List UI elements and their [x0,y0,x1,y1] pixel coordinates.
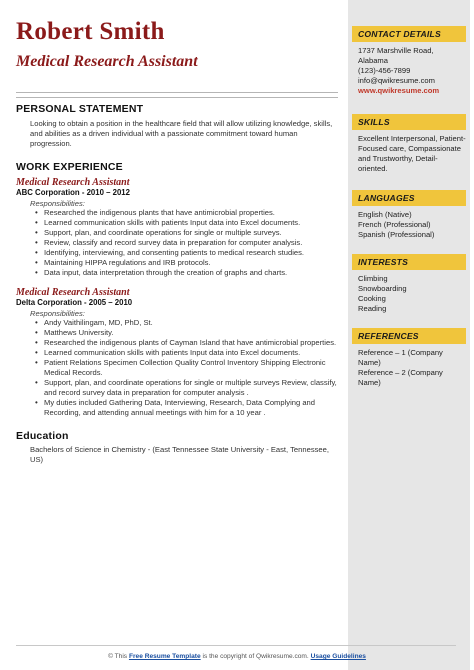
footer-text: is the copyright of Qwikresume.com. [200,653,311,660]
usage-guidelines-link[interactable]: Usage Guidelines [310,653,366,660]
responsibilities-label: Responsibilities: [30,309,85,318]
languages-heading: LANGUAGES [352,190,466,206]
list-item: • Learned communication skills with patients Input data into Excel documents. [44,218,338,228]
responsibilities-list [16,208,338,278]
list-item: English (Native) [358,210,412,219]
personal-statement-text: Looking to obtain a position in the healthcare field that will allow utilizing knowledge, skills, and abilities as a driven individual with a passionate commitment toward human progression. [30,119,333,148]
footer [0,653,474,660]
job-entry [16,287,338,418]
list-item: • Maintaining HIPPA regulations and IRB protocols. [44,258,338,268]
header-divider-2 [16,97,338,98]
job-company: ABC Corporation - 2010 – 2012 [16,188,130,197]
responsibilities-list [16,318,338,418]
skills-heading: SKILLS [352,114,466,130]
address-line: Alabama [358,56,388,65]
list-item: Cooking [358,294,386,303]
list-item: • Researched the indigenous plants of Cayman Island that have antimicrobial properties. [44,338,338,348]
list-item: • Researched the indigenous plants that have antimicrobial properties. [44,208,338,218]
list-item: Climbing [358,274,388,283]
list-item: • Andy Vaithilingam, MD, PhD, St. [44,318,338,328]
job-title: Medical Research Assistant [16,287,130,298]
header-divider [16,92,338,93]
list-item: • Learned communication skills with patients Input data into Excel documents. [44,348,338,358]
list-item: • Data input, data interpretation through the creation of graphs and charts. [44,268,338,278]
list-item: • My duties included Gathering Data, Interviewing, Research, Data Complying and Recording, and attending annual meetings with him for a 10 year . [44,398,338,418]
contact-details [358,46,466,96]
email-address[interactable]: info@qwikresume.com [358,76,435,85]
sidebar [348,0,470,670]
address-line: 1737 Marshville Road, [358,46,434,55]
education-heading: Education [16,430,69,442]
personal-statement-heading: PERSONAL STATEMENT [16,103,144,115]
footer-divider [16,645,456,646]
references-heading: REFERENCES [352,328,466,344]
candidate-title: Medical Research Assistant [16,53,198,70]
list-item: Reference – 2 (Company Name) [358,368,443,387]
responsibilities-label: Responsibilities: [30,199,85,208]
website-link[interactable]: www.qwikresume.com [358,86,440,95]
list-item: • Matthews University. [44,328,338,338]
education-text: Bachelors of Science in Chemistry - (East Tennessee State University - East, Tennessee, US) [30,445,329,464]
job-company: Delta Corporation - 2005 – 2010 [16,298,133,307]
list-item: • Identifying, interviewing, and consenting patients to medical research studies. [44,248,338,258]
job-title: Medical Research Assistant [16,177,130,188]
skills-text: Excellent Interpersonal, Patient-Focused care, Compassionate and Trustworthy, Detail-oriented. [358,134,466,173]
list-item: • Patient Relations Specimen Collection Quality Control Inventory Shipping Electronic Medical Records. [44,358,338,378]
list-item: Snowboarding [358,284,407,293]
interests-heading: INTERESTS [352,254,466,270]
list-item: • Support, plan, and coordinate operations for single or multiple surveys. [44,228,338,238]
phone-number: (123)-456-7899 [358,66,411,75]
list-item: • Support, plan, and coordinate operations for single or multiple surveys Review, classify, and record survey data in preparation for computer analysis . [44,378,338,398]
references-list [358,348,466,388]
list-item: Spanish (Professional) [358,230,435,239]
free-template-link[interactable]: Free Resume Template [128,653,201,660]
footer-text: © This [108,653,129,660]
interests-list [358,274,466,314]
contact-heading: CONTACT DETAILS [352,26,466,42]
job-entry [16,177,338,278]
candidate-name: Robert Smith [16,18,165,45]
languages-list [358,210,466,240]
list-item: Reference – 1 (Company Name) [358,348,443,367]
work-experience-heading: WORK EXPERIENCE [16,161,123,173]
main-column [16,103,338,465]
list-item: • Review, classify and record survey data in preparation for computer analysis. [44,238,338,248]
list-item: Reading [358,304,387,313]
list-item: French (Professional) [358,220,431,229]
